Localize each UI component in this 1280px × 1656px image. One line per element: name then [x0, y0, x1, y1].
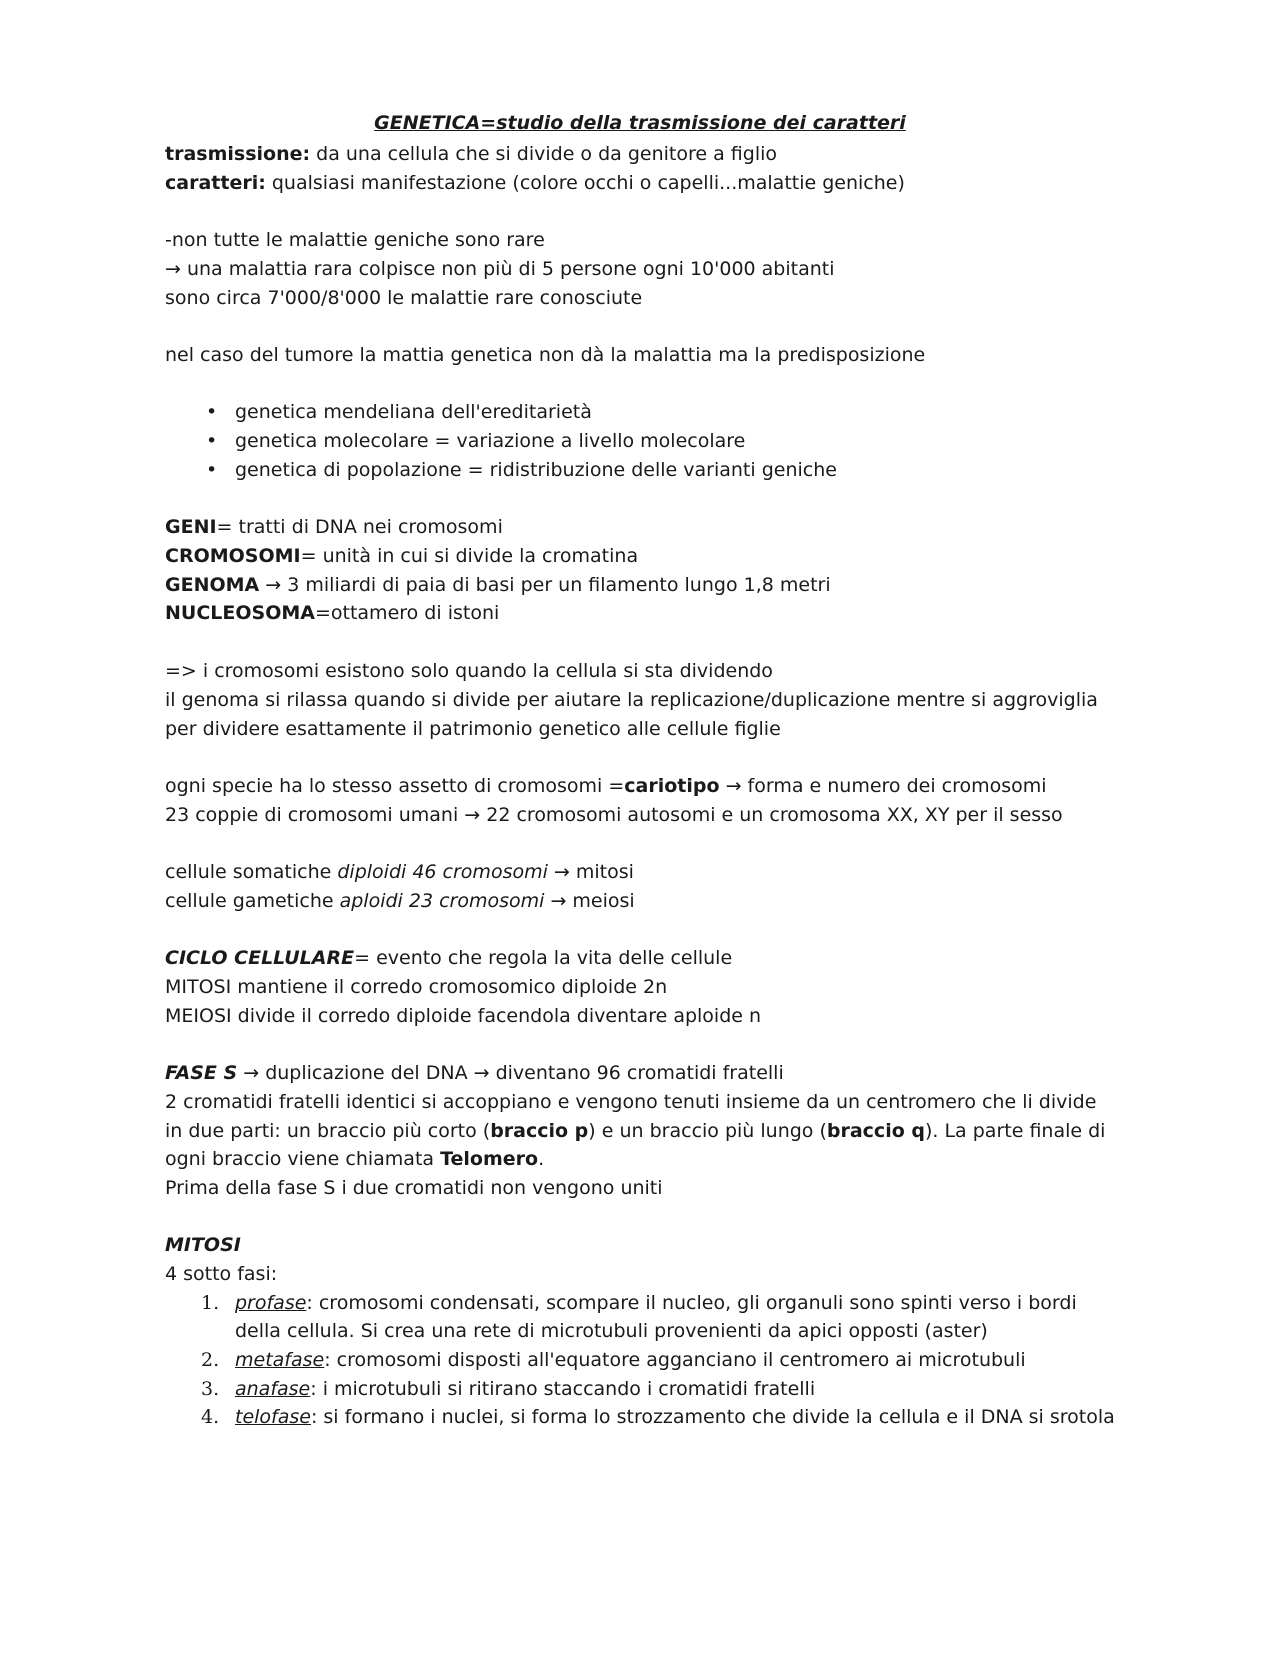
- caratteri-label: caratteri:: [165, 172, 266, 194]
- ciclo-line: CICLO CELLULARE= evento che regola la vita delle cellule: [165, 947, 733, 969]
- cellule-somatiche-line: cellule somatiche diploidi 46 cromosomi → mitosi: [165, 861, 634, 883]
- bullet-dot-icon: •: [206, 430, 218, 452]
- caratteri-text: qualsiasi manifestazione (colore occhi o capelli...malattie geniche): [265, 172, 905, 194]
- tumore-line: nel caso del tumore la mattia genetica non dà la malattia ma la predisposizione: [165, 344, 926, 366]
- document-page: GENETICA=studio della trasmissione dei caratteri trasmissione: da una cellula che si divide o da genitore a figlio caratteri: qualsiasi manifestazione (colore occhi o capelli...malattie geniche) -non tutte le malattie geniche sono rare → una malattia rara colpisce non più di 5 persone ogni 10'000 abitanti sono circa 7'000/8'000 le malattie rare conosciute nel caso del tumore la mattia genetica non dà la malattia ma la predisposizione • genetica mendeliana dell'ereditarietà • genetica molecolare = variazione a livello molecolare • genetica di popolazione = ridistribuzione delle varianti geniche GENI= tratti di DNA nei cromosomi CROMOSOMI= unità in cui si divide la cromatina GENOMA → 3 miliardi di paia di basi per un filamento lungo 1,8 metri NUCLEOSOMA=ottamero di istoni => i cromosomi esistono solo quando la cellula si sta dividendo il genoma si rilassa quando si divide per aiutare la replicazione/duplicazione mentre si aggroviglia per dividere esattamente il patrimonio genetico alle cellule figlie ogni specie ha lo stesso assetto di cromosomi =cariotipo → forma e numero dei cromosomi 23 coppie di cromosomi umani → 22 cromosomi autosomi e un cromosoma XX, XY per il sesso cellule somatiche diploidi 46 cromosomi → mitosi cellule gametiche aploidi 23 cromosomi → meiosi CICLO CELLULARE= evento che regola la vita delle cellule MITOSI mantiene il corredo cromosomico diploide 2n MEIOSI divide il corredo diploide facendola diventare aploide n FASE S → duplicazione del DNA → diventano 96 cromatidi fratelli 2 cromatidi fratelli identici si accoppiano e vengono tenuti insieme da un centromero che li divide in due parti: un braccio più corto (braccio p) e un braccio più lungo (braccio q). La parte finale di ogni braccio viene chiamata Telomero. Prima della fase S i due cromatidi non vengono uniti MITOSI 4 sotto fasi: 1. profase: cromosomi condensati, scompare il nucleo, gli organuli sono spinti verso i bordi della cellula. Si crea una rete di microtubuli provenienti da apici opposti (aster) 2. metafase: cromosomi disposti all'equatore agganciano il centromero ai microtubuli 3. anafase: i microtubuli si ritirano staccando i cromatidi fratelli 4. telofase: si formano i nuclei, si forma lo strozzamento che divide la cellula e il DNA si srotola: [0, 0, 1280, 1656]
- mitosi-sub: 4 sotto fasi:: [165, 1263, 278, 1285]
- rare-line-3: sono circa 7'000/8'000 le malattie rare conosciute: [165, 287, 643, 309]
- mitosi-heading: MITOSI: [165, 1234, 241, 1256]
- fase-s-line-2: 2 cromatidi fratelli identici si accoppiano e vengono tenuti insieme da un centromero che li divide: [165, 1091, 1097, 1113]
- nucleosoma-line: NUCLEOSOMA=ottamero di istoni: [165, 602, 500, 624]
- mitosi-def-line: MITOSI mantiene il corredo cromosomico diploide 2n: [165, 976, 668, 998]
- rare-line-1: -non tutte le malattie geniche sono rare: [165, 229, 545, 251]
- cromosomi-para-2: il genoma si rilassa quando si divide per aiutare la replicazione/duplicazione mentre si aggroviglia: [165, 689, 1098, 711]
- cromosomi-line: CROMOSOMI= unità in cui si divide la cromatina: [165, 545, 639, 567]
- page-title: GENETICA=studio della trasmissione dei caratteri: [374, 112, 906, 134]
- bullet-dot-icon: •: [206, 401, 218, 423]
- fase-s-line-3: in due parti: un braccio più corto (braccio p) e un braccio più lungo (braccio q). La parte finale di: [165, 1120, 1106, 1142]
- fase-s-line-1: FASE S → duplicazione del DNA → diventano 96 cromatidi fratelli: [165, 1062, 784, 1084]
- cariotipo-line-1: ogni specie ha lo stesso assetto di cromosomi =cariotipo → forma e numero dei cromosomi: [165, 775, 1047, 797]
- trasmissione-line: [165, 142, 777, 166]
- rare-line-2: → una malattia rara colpisce non più di 5 persone ogni 10'000 abitanti: [165, 258, 835, 280]
- geni-line: GENI= tratti di DNA nei cromosomi: [165, 516, 503, 538]
- cellule-gametiche-line: cellule gametiche aploidi 23 cromosomi → meiosi: [165, 890, 635, 912]
- caratteri-line: [165, 171, 905, 195]
- cromosomi-para-1: => i cromosomi esistono solo quando la cellula si sta dividendo: [165, 660, 773, 682]
- bullet-dot-icon: •: [206, 459, 218, 481]
- fase-s-line-4: ogni braccio viene chiamata Telomero.: [165, 1148, 545, 1170]
- cariotipo-line-2: 23 coppie di cromosomi umani → 22 cromosomi autosomi e un cromosoma XX, XY per il sesso: [165, 804, 1063, 826]
- fase-s-line-5: Prima della fase S i due cromatidi non vengono uniti: [165, 1177, 663, 1199]
- genoma-line: GENOMA → 3 miliardi di paia di basi per un filamento lungo 1,8 metri: [165, 574, 831, 596]
- trasmissione-text: da una cellula che si divide o da genitore a figlio: [310, 143, 777, 165]
- trasmissione-label: trasmissione:: [165, 143, 311, 165]
- cromosomi-para-3: per dividere esattamente il patrimonio genetico alle cellule figlie: [165, 718, 781, 740]
- meiosi-def-line: MEIOSI divide il corredo diploide facendola diventare aploide n: [165, 1005, 762, 1027]
